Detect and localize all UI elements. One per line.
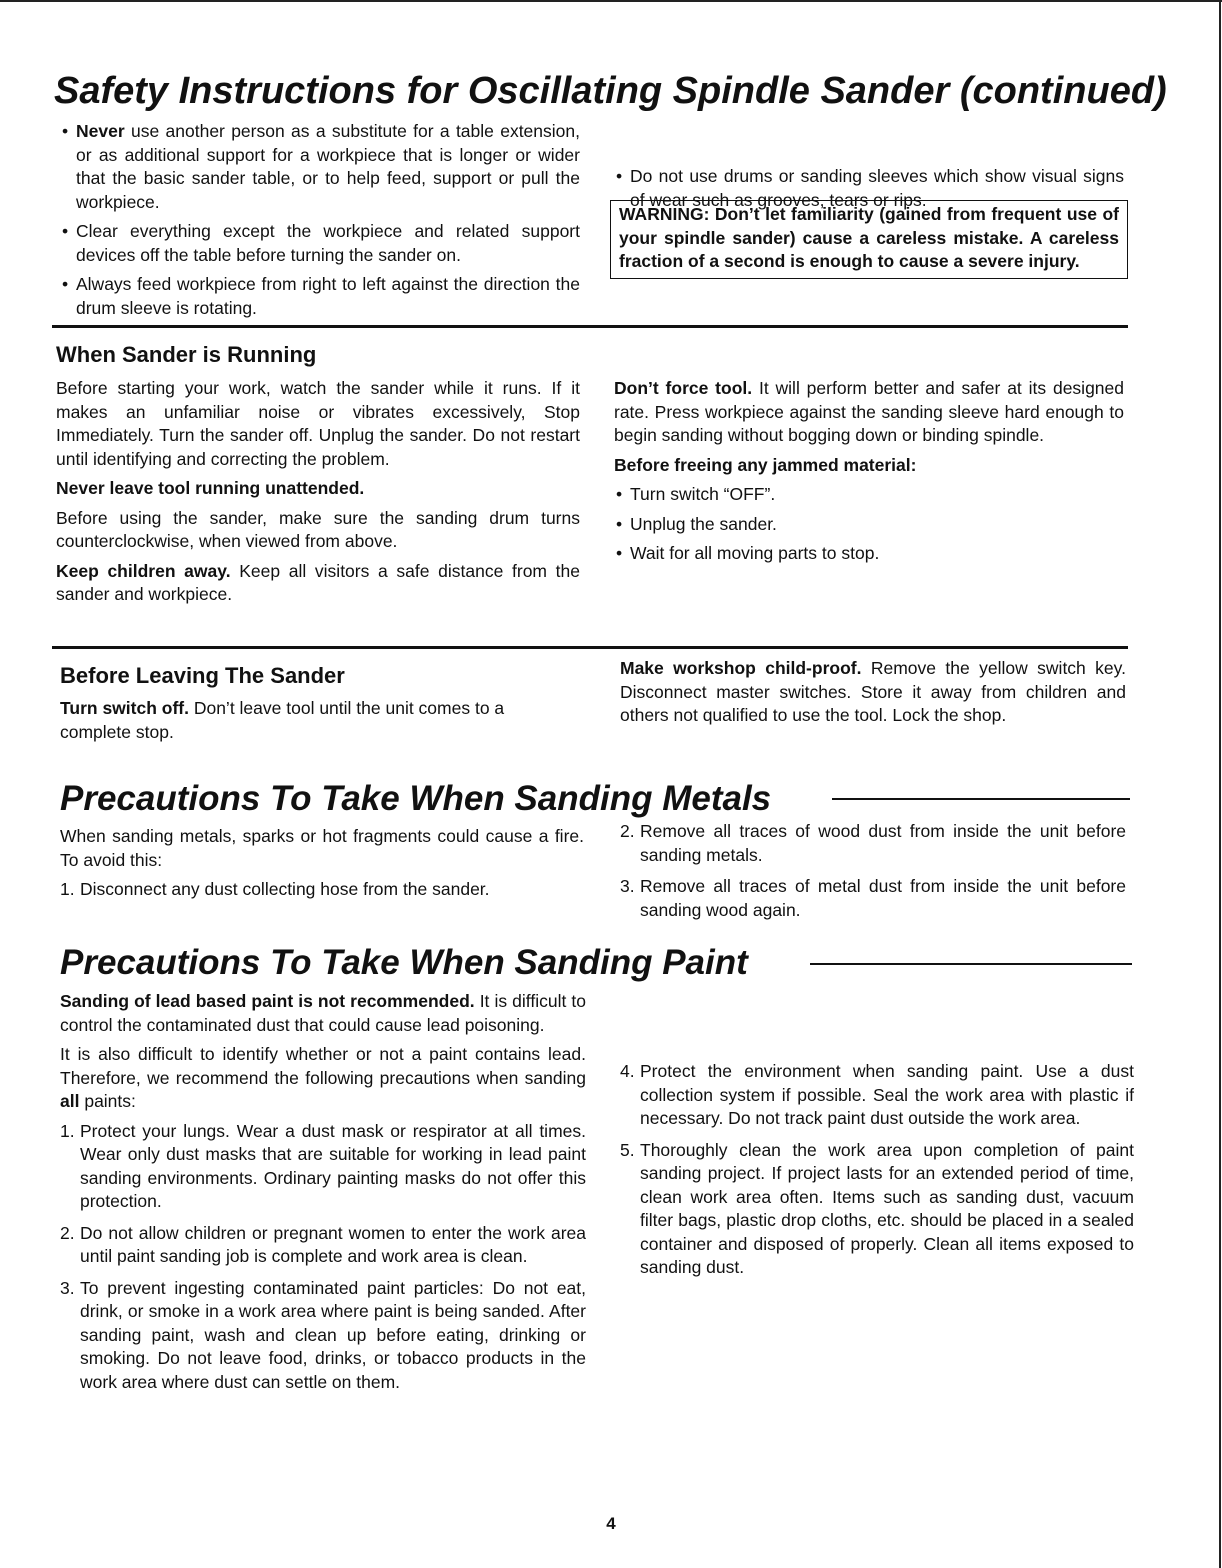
paragraph: Before freeing any jammed material: bbox=[614, 454, 917, 475]
list-item: • Unplug the sander. bbox=[614, 513, 1124, 537]
list-item: • Do not use drums or sanding sleeves which show visual signs of wear such as grooves, tears or rips. bbox=[614, 165, 1124, 212]
paragraph: When sanding metals, sparks or hot fragments could cause a fire. To avoid this: bbox=[60, 826, 584, 870]
top-border bbox=[0, 0, 1222, 2]
list-item: 3. To prevent ingesting contaminated paint particles: Do not eat, drink, or smoke in a work area where paint is being sanded. After sanding paint, wash and clean up before eating, drinking or smoking. Do not leave food, drinks, or tobacco products in the work area where dust can settle on them. bbox=[60, 1277, 586, 1392]
list-item: 4. Protect the environment when sanding paint. Use a dust collection system if possible. Seal the work area with plastic if necessary. Do not track paint dust outside the work area. bbox=[620, 1061, 1134, 1128]
section-heading-running: When Sander is Running bbox=[56, 342, 317, 367]
paragraph: Turn switch off. Don’t leave tool until the unit comes to a complete stop. bbox=[60, 698, 505, 742]
list-item: 5. Thoroughly clean the work area upon completion of paint sanding project. If project lasts for an extended period of time, clean work area often. Items such as sanding dust, vacuum filter bags, plastic drop cloths, etc. should be placed in a sealed container and disposed of properly. Clean all items exposed to sanding dust. bbox=[620, 1139, 1134, 1277]
list-item: • Never use another person as a substitute for a table extension, or as additional support for a workpiece that is longer or wider that the basic sander table, or to help feed, support or pull the workpiece. bbox=[60, 120, 580, 214]
list-item: 1. Disconnect any dust collecting hose from the sander. bbox=[60, 879, 490, 899]
paragraph: Keep children away. Keep all visitors a safe distance from the sander and workpiece. bbox=[56, 560, 580, 604]
list-item: • Turn switch “OFF”. bbox=[614, 483, 1124, 507]
page-number: 4 bbox=[606, 1514, 616, 1533]
page-title: Safety Instructions for Oscillating Spindle Sander (continued) bbox=[54, 70, 1167, 112]
paragraph: Before using the sander, make sure the sanding drum turns counterclockwise, when viewed from above. bbox=[56, 507, 580, 551]
title-rule bbox=[810, 963, 1132, 965]
section-heading-leaving: Before Leaving The Sander bbox=[60, 663, 345, 688]
paragraph: Don’t force tool. It will perform better and safer at its designed rate. Press workpiece against the sanding sleeve hard enough to begin sanding without bogging down or binding spindle. bbox=[614, 378, 1125, 445]
paint-left-column bbox=[60, 990, 586, 1402]
paint-right-column bbox=[620, 1060, 1134, 1288]
section-divider bbox=[52, 646, 1128, 649]
metals-left-column bbox=[60, 825, 584, 910]
section-divider bbox=[52, 325, 1128, 328]
paragraph: Sanding of lead based paint is not recommended. It is difficult to control the contaminated dust that could cause lead poisoning. bbox=[60, 991, 586, 1035]
paragraph: It is also difficult to identify whether or not a paint contains lead. Therefore, we recommend the following precautions when sanding all paints: bbox=[60, 1044, 586, 1111]
warning-box: WARNING: Don’t let familiarity (gained from frequent use of your spindle sander) cause a careless mistake. A careless fraction of a second is enough to cause a severe injury. bbox=[610, 200, 1128, 279]
list-item: • Wait for all moving parts to stop. bbox=[614, 542, 1124, 566]
list-item: 2. Do not allow children or pregnant women to enter the work area until paint sanding job is complete and work area is clean. bbox=[60, 1222, 586, 1266]
list-item: • Always feed workpiece from right to left against the direction the drum sleeve is rotating. bbox=[60, 273, 580, 320]
list-item: 1. Protect your lungs. Wear a dust mask or respirator at all times. Wear only dust masks that are suitable for working in lead paint sanding environments. Ordinary painting masks do not offer this protection. bbox=[60, 1120, 586, 1211]
leaving-left-column bbox=[60, 697, 580, 750]
section-title-paint: Precautions To Take When Sanding Paint bbox=[60, 943, 748, 982]
list-item: • Clear everything except the workpiece and related support devices off the table before turning the sander on. bbox=[60, 220, 580, 267]
right-border bbox=[1219, 0, 1221, 1568]
metals-right-column bbox=[620, 820, 1126, 930]
paragraph: Never leave tool running unattended. bbox=[56, 478, 365, 498]
section-title-metals: Precautions To Take When Sanding Metals bbox=[60, 779, 772, 818]
intro-left-column bbox=[60, 120, 580, 326]
paragraph: Before starting your work, watch the sander while it runs. If it makes an unfamiliar noise or vibrates excessively, Stop Immediately. Turn the sander off. Unplug the sander. Do not restart until identifying and correcting the problem. bbox=[56, 378, 580, 469]
leaving-right-column bbox=[620, 657, 1126, 734]
running-left-column bbox=[56, 377, 580, 613]
running-right-column bbox=[614, 377, 1124, 572]
paragraph: Make workshop child-proof. Remove the yellow switch key. Disconnect master switches. Store it away from children and others not qualified to use the tool. Lock the shop. bbox=[620, 658, 1126, 725]
list-item: 3. Remove all traces of metal dust from inside the unit before sanding wood again. bbox=[620, 876, 1126, 920]
title-rule bbox=[832, 798, 1130, 800]
list-item: 2. Remove all traces of wood dust from inside the unit before sanding metals. bbox=[620, 821, 1126, 865]
